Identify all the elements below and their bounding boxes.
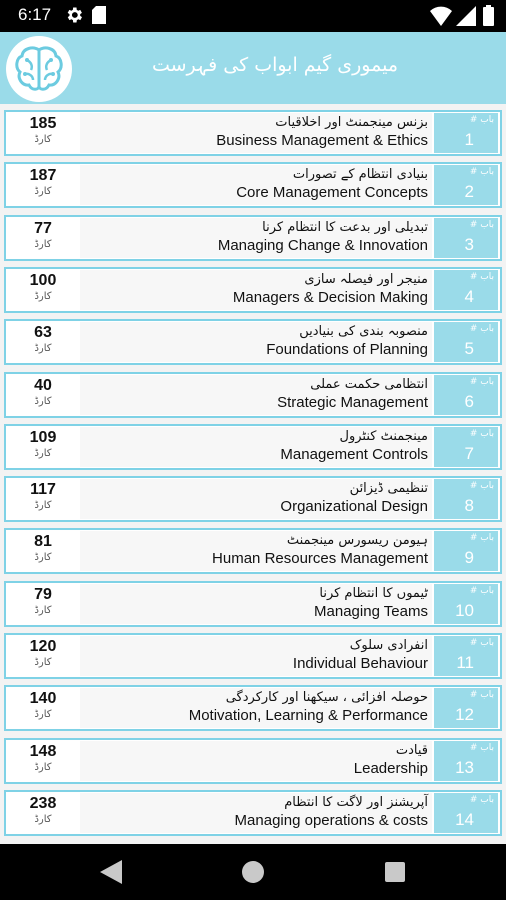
chapter-body <box>80 584 432 624</box>
chapter-number-box <box>434 270 498 310</box>
card-count-value: 109 <box>29 428 57 446</box>
card-count-value: 140 <box>29 690 57 708</box>
card-count-unit: کارڈ <box>34 343 52 355</box>
card-count-unit: کارڈ <box>34 395 52 407</box>
chapter-number-box <box>434 322 498 362</box>
chapter-number-box <box>434 375 498 415</box>
card-count <box>8 270 78 310</box>
card-count-unit: کارڈ <box>34 186 52 198</box>
card-count-unit: کارڈ <box>34 761 52 773</box>
chapter-number-box <box>434 793 498 833</box>
chapter-list[interactable] <box>0 104 506 844</box>
signal-icon <box>456 6 476 26</box>
card-count <box>8 584 78 624</box>
gear-icon <box>64 5 84 25</box>
chapter-number: 10 <box>455 600 474 620</box>
battery-icon <box>483 5 494 26</box>
chapter-label: باب # <box>469 428 494 439</box>
chapter-title-urdu: انفرادی سلوک <box>349 638 428 653</box>
chapter-item[interactable] <box>4 162 502 208</box>
chapter-title-english: Motivation, Learning & Performance <box>188 707 428 725</box>
chapter-title-english: Management Controls <box>280 445 428 463</box>
chapter-item[interactable] <box>4 633 502 679</box>
card-count-unit: کارڈ <box>34 447 52 459</box>
chapter-number: 13 <box>455 757 474 777</box>
card-count-unit: کارڈ <box>34 134 52 145</box>
chapter-label: باب # <box>469 742 494 753</box>
chapter-title-english: Strategic Management <box>277 393 428 411</box>
card-count <box>8 218 78 258</box>
chapter-body <box>80 165 432 205</box>
card-count-unit: کارڈ <box>34 500 52 512</box>
chapter-number-box <box>434 479 498 519</box>
navigation-bar <box>0 844 506 900</box>
chapter-title-urdu: تنظیمی ڈیزائن <box>349 481 428 497</box>
card-count <box>8 165 78 205</box>
card-count-value: 120 <box>29 638 57 655</box>
chapter-title-english: Individual Behaviour <box>292 655 428 672</box>
card-count-unit: کارڈ <box>34 813 52 825</box>
chapter-number: 5 <box>464 339 474 359</box>
chapter-body <box>80 479 432 519</box>
chapter-item[interactable] <box>4 372 502 418</box>
card-count <box>8 113 78 153</box>
chapter-title-english: Organizational Design <box>280 498 428 516</box>
card-count <box>8 793 78 833</box>
chapter-title-urdu: بزنس مینجمنٹ اور اخلاقیات <box>275 115 428 130</box>
card-count-value: 185 <box>29 115 57 132</box>
chapter-number: 7 <box>464 443 474 463</box>
chapter-number: 6 <box>464 391 474 411</box>
chapter-number: 14 <box>455 809 474 829</box>
chapter-number: 4 <box>464 286 474 306</box>
chapter-title-english: Managing Change & Innovation <box>217 236 428 254</box>
sd-card-icon <box>92 6 106 24</box>
chapter-item[interactable] <box>4 319 502 365</box>
chapter-title-urdu: ہیومن ریسورس مینجمنٹ <box>286 533 428 549</box>
chapter-number: 9 <box>464 548 474 568</box>
chapter-label: باب # <box>469 115 494 125</box>
chapter-item[interactable] <box>4 267 502 313</box>
chapter-title-urdu: منصوبہ بندی کی بنیادیں <box>299 324 428 340</box>
card-count-value: 40 <box>34 376 52 394</box>
card-count-unit: کارڈ <box>34 604 52 616</box>
chapter-title-english: Human Resources Management <box>212 550 428 568</box>
chapter-item[interactable] <box>4 424 502 470</box>
chapter-body <box>80 688 432 728</box>
card-count <box>8 427 78 467</box>
chapter-body <box>80 531 432 571</box>
chapter-number-box <box>434 113 498 153</box>
chapter-body <box>80 113 432 153</box>
chapter-title-urdu: بنیادی انتظام کے تصورات <box>292 167 428 183</box>
chapter-body <box>80 270 432 310</box>
card-count-value: 63 <box>34 324 52 342</box>
wifi-icon <box>430 6 452 26</box>
chapter-body <box>80 322 432 362</box>
chapter-label: باب # <box>469 376 494 387</box>
chapter-label: باب # <box>469 271 494 282</box>
card-count <box>8 741 78 781</box>
chapter-body <box>80 427 432 467</box>
chapter-title-english: Leadership <box>353 759 428 777</box>
card-count-value: 81 <box>34 533 52 551</box>
page-title: میموری گیم ابواب کی فہرست <box>151 54 398 76</box>
chapter-body <box>80 793 432 833</box>
chapter-label: باب # <box>469 324 494 335</box>
chapter-label: باب # <box>469 585 494 596</box>
chapter-label: باب # <box>469 794 494 805</box>
status-time: 6:17 <box>18 5 52 24</box>
chapter-number-box <box>434 218 498 258</box>
chapter-item[interactable] <box>4 110 502 156</box>
card-count <box>8 688 78 728</box>
card-count <box>8 531 78 571</box>
card-count-value: 238 <box>29 794 57 812</box>
card-count-unit: کارڈ <box>34 709 52 721</box>
chapter-title-urdu: مینجمنٹ کنٹرول <box>339 428 428 444</box>
chapter-item[interactable] <box>4 790 502 836</box>
chapter-number: 2 <box>464 182 474 202</box>
card-count <box>8 479 78 519</box>
card-count-value: 148 <box>29 742 57 760</box>
card-count-unit: کارڈ <box>34 290 52 302</box>
card-count-value: 77 <box>34 219 52 237</box>
chapter-label: باب # <box>469 481 494 492</box>
brain-icon <box>15 46 63 92</box>
chapter-item[interactable] <box>4 581 502 627</box>
chapter-number-box <box>434 688 498 728</box>
card-count-value: 117 <box>30 481 56 499</box>
card-count <box>8 636 78 676</box>
chapter-label: باب # <box>469 533 494 544</box>
card-count-unit: کارڈ <box>34 657 52 668</box>
card-count-value: 100 <box>29 271 57 289</box>
chapter-body <box>80 218 432 258</box>
chapter-body <box>80 375 432 415</box>
card-count-value: 187 <box>29 167 57 185</box>
chapter-label: باب # <box>469 638 494 648</box>
chapter-number: 3 <box>464 234 474 254</box>
chapter-item[interactable] <box>4 738 502 784</box>
chapter-title-urdu: ٹیموں کا انتظام کرنا <box>319 585 428 601</box>
chapter-label: باب # <box>469 690 494 701</box>
chapter-number-box <box>434 531 498 571</box>
chapter-title-english: Managing Teams <box>314 602 428 620</box>
back-icon[interactable] <box>100 860 122 884</box>
chapter-title-english: Core Management Concepts <box>236 184 428 202</box>
card-count-unit: کارڈ <box>34 552 52 564</box>
chapter-number-box <box>434 165 498 205</box>
chapter-item[interactable] <box>4 476 502 522</box>
chapter-number-box <box>434 636 498 676</box>
app-logo <box>6 36 72 102</box>
chapter-title-urdu: آپریشنز اور لاگت کا انتظام <box>284 794 428 810</box>
chapter-title-english: Foundations of Planning <box>266 341 428 359</box>
chapter-item[interactable] <box>4 215 502 261</box>
card-count-value: 79 <box>34 585 52 603</box>
chapter-title-urdu: حوصلہ افزائی ، سیکھنا اور کارکردگی <box>225 690 428 706</box>
chapter-item[interactable] <box>4 528 502 574</box>
chapter-title-english: Managing operations & costs <box>234 811 428 829</box>
chapter-number-box <box>434 741 498 781</box>
chapter-number-box <box>434 427 498 467</box>
chapter-body <box>80 741 432 781</box>
chapter-number-box <box>434 584 498 624</box>
chapter-item[interactable] <box>4 685 502 731</box>
chapter-number: 1 <box>464 130 474 149</box>
card-count-unit: کارڈ <box>34 238 52 250</box>
status-bar <box>0 0 506 32</box>
home-icon[interactable] <box>242 861 264 883</box>
chapter-label: باب # <box>469 167 494 178</box>
recent-apps-icon[interactable] <box>385 862 405 882</box>
chapter-title-urdu: منیجر اور فیصلہ سازی <box>304 271 428 287</box>
chapter-number: 12 <box>455 705 474 725</box>
chapter-title-english: Managers & Decision Making <box>232 288 428 306</box>
chapter-title-urdu: قیادت <box>395 742 428 758</box>
chapter-number: 8 <box>464 496 474 516</box>
app-bar <box>0 32 506 104</box>
chapter-number: 11 <box>456 653 474 672</box>
card-count <box>8 375 78 415</box>
chapter-title-urdu: انتظامی حکمت عملی <box>310 376 428 392</box>
chapter-title-urdu: تبدیلی اور بدعت کا انتظام کرنا <box>262 219 428 235</box>
chapter-body <box>80 636 432 676</box>
chapter-title-english: Business Management & Ethics <box>216 132 428 149</box>
chapter-label: باب # <box>469 219 494 230</box>
card-count <box>8 322 78 362</box>
